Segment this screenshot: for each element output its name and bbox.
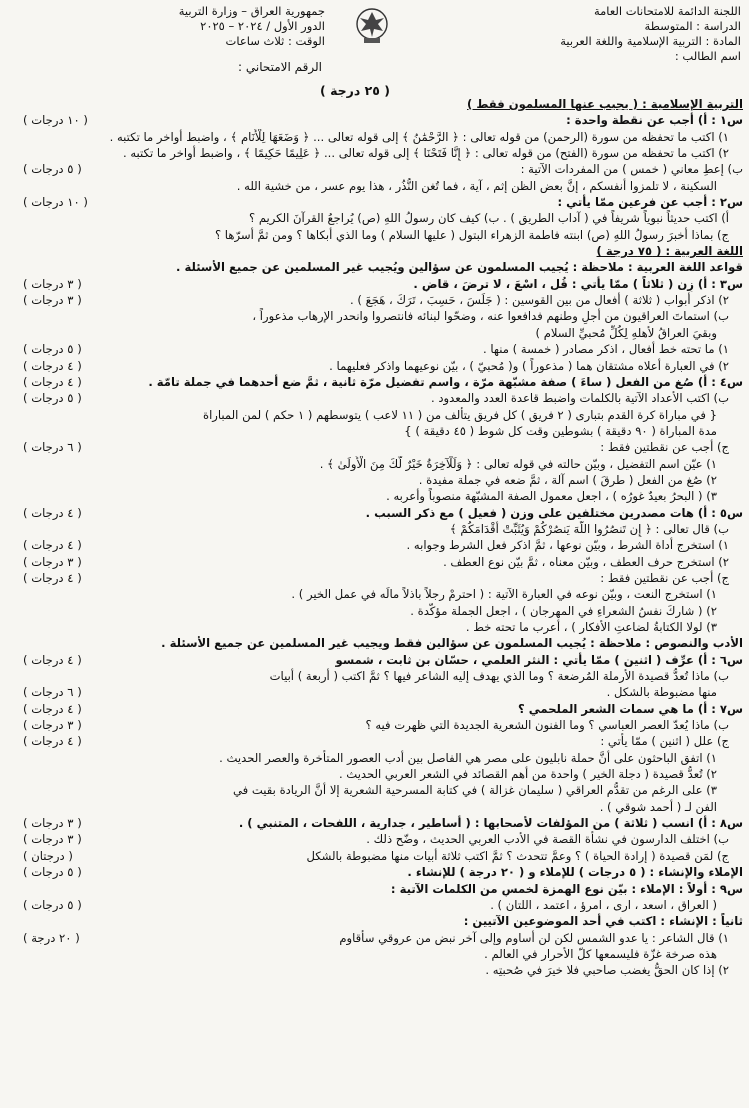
marks-label: ( ٤ درجات ) [23, 358, 82, 373]
question-line [23, 652, 743, 668]
marks-label: ( ٤ درجات ) [23, 374, 82, 389]
question-line [23, 308, 743, 324]
question-line [23, 864, 743, 880]
question-text: س٧ : أ) ما هي سمات الشعر الملحمي ؟ [517, 701, 743, 716]
marks-label: ( ٣ درجات ) [23, 276, 82, 291]
marks-label: ( ٤ درجات ) [23, 505, 82, 520]
question-text: ( العراق ، اسعد ، ارى ، امرؤ ، اعتمد ، اللتان ) . [490, 897, 717, 912]
question-line [23, 521, 743, 537]
question-text: ب) استماتَ العراقيون من أجلِ وطنهم فدافعوا عنه ، وضحّوا لبنائه فانتصروا وانحدر الإرهاب مذعوراً ، [252, 309, 729, 324]
exam-round: الدور الأول / ٢٠٢٤ – ٢٠٢٥ [200, 19, 325, 33]
question-text: منها مضبوطة بالشكل . [606, 685, 717, 700]
question-line [23, 962, 743, 978]
marks-label: ( ٤ درجات ) [23, 538, 82, 553]
question-line [23, 881, 743, 897]
question-text: س٩ : أولاً : الإملاء : بيّن نوع الهمزة لخمسٍ من الكلمات الآتية : [390, 881, 743, 896]
question-text: وبقيَ العراقُ لأهلهِ لِكُلِّ مُحبيِّ السلام ) [535, 325, 717, 340]
question-line [23, 390, 743, 406]
question-text: س١ : أ) أجب عن نقطة واحدة : [566, 113, 743, 128]
question-text: ٢) اكتب ما تحفظه من سورة (الفتح) من قوله تعالى : ﴿ إِنَّا فَتَحْنَا ﴾ إلى قوله تعالى ... ﴿ عَلِيمًا حَكِيمًا ﴾ ، واضبط أواخر ما تكتبه . [122, 146, 729, 161]
question-line [23, 946, 743, 962]
question-line [23, 635, 743, 651]
question-text: ٢) اذكر أبواب ( ثلاثة ) أفعال من بين القوسين : ( جَلَسَ ، حَسِبَ ، تَرَكَ ، هَجَعَ ) . [349, 293, 729, 308]
header-right [441, 4, 741, 64]
question-line [23, 684, 743, 700]
question-text: اللغة العربية : ( ٧٥ درجة ) [596, 244, 743, 259]
marks-label: ( ٦ درجات ) [23, 685, 82, 700]
marks-label: ( ٤ درجات ) [23, 734, 82, 749]
question-text: ١) اتفق الباحثون على أنَّ حملة نابليون على مصر هي الفاصل بين أدب العصور المتأخرة والعصر الحديث . [219, 750, 717, 765]
question-line [23, 799, 743, 815]
question-text: ٢) استخرج حرف العطف ، وبيّن معناه ، ثمَّ بيّن نوع العطف . [443, 554, 729, 569]
question-text: س٤ : أ) صُغ من الفعل ( ساءَ ) صفة مشبّهة مرّة ، واسم تفضيل مرّة ثانية ، ثمَّ ضع أحدهما في جملة تامّة . [148, 374, 743, 389]
question-text: ١) اكتب ما تحفظه من سورة (الرحمن) من قوله تعالى : ﴿ الرَّحْمَٰنُ ﴾ إلى قوله تعالى ... ﴿ وَضَعَهَا لِلْأَنَامِ ﴾ ، واضبط أواخر ما تكتبه . [109, 129, 729, 144]
question-line [23, 586, 743, 602]
ministry-name: جمهورية العراق – وزارة التربية [178, 4, 325, 18]
question-line [23, 488, 743, 504]
question-text: ٣) ( البحرُ بعيدٌ غورُه ) ، اجعل معمول الصفة المشبّهة منصوباً وأعربه . [386, 489, 717, 504]
marks-label: ( ٣ درجات ) [23, 832, 82, 847]
question-text: التربية الإسلامية : ( يجيب عنها المسلمون فقط ) [467, 97, 743, 111]
question-text: س٥ : أ) هات مصدرين مختلفين على وزن ( فعيل ) مع ذكر السبب . [365, 505, 743, 520]
question-line [23, 423, 743, 439]
marks-label: ( ٣ درجات ) [23, 816, 82, 831]
question-line [23, 831, 743, 847]
question-line [23, 766, 743, 782]
question-line [23, 619, 743, 635]
marks-label: ( ٣ درجات ) [23, 293, 82, 308]
question-line [23, 570, 743, 586]
question-line [23, 439, 743, 455]
question-line [23, 194, 743, 210]
question-text: ب) اكتب الأعداد الآتية بالكلمات واضبط قاعدة العدد والمعدود . [430, 391, 729, 406]
question-line [23, 537, 743, 553]
marks-label: ( ٥ درجات ) [23, 865, 82, 880]
question-line [23, 456, 743, 472]
question-line [23, 259, 743, 275]
marks-label: ( ١٠ درجات ) [23, 113, 88, 128]
exam-number-label: الرقم الامتحاني : [238, 60, 322, 74]
question-text: ب) إعطِ معاني ( خمس ) من المفردات الآتية : [520, 162, 743, 177]
question-line [23, 717, 743, 733]
question-text: { في مباراة كرة القدم بتبارى ( ٢ فريق ) كل فريق يتألف من ( ١١ لاعب ) يتوسطهم ( ١ حكم ) لمن المباراة [203, 407, 717, 422]
question-line [23, 292, 743, 308]
question-text: ج) أجب عن نقطتين فقط : [600, 440, 729, 455]
question-line [23, 129, 743, 145]
question-line [23, 554, 743, 570]
study-level: الدراسة : المتوسطة [644, 19, 741, 33]
question-line [23, 668, 743, 684]
question-line [23, 358, 743, 374]
question-text: مدة المباراة ( ٩٠ دقيقة ) بشوطين وقت كل شوط ( ٤٥ دقيقة ) } [404, 423, 717, 438]
question-line [23, 472, 743, 488]
question-text: ١) ما تحته خط أفعال ، اذكر مصادر ( خمسة ) منها . [483, 342, 729, 357]
question-line [23, 603, 743, 619]
marks-label: ( ٤ درجات ) [23, 701, 82, 716]
question-line [23, 897, 743, 913]
student-name-label: اسم الطالب : [674, 49, 741, 63]
subject: المادة : التربية الإسلامية واللغة العربية [560, 34, 741, 48]
marks-label: ( ٦ درجات ) [23, 440, 82, 455]
question-text: هذه صرخة غزّة فليسمعها كلّ الأحرار في العالم . [484, 946, 717, 961]
question-text: ٣) لولا الكتابةُ لضاعتِ الأفكار ) ، أعرب ما تحته خط . [465, 620, 717, 634]
question-text: ب) ماذا يُعدّ العصر العباسي ؟ وما الفنون الشعرية الجديدة التي ظهرت فيه ؟ [365, 718, 729, 733]
question-text: ٢) في العبارة أعلاه مشتقان هما ( مذعوراً ) و( مُحبيّ ) ، بيّن نوعيهما واذكر فعليهما . [329, 358, 729, 373]
marks-label: ( ٥ درجات ) [23, 342, 82, 357]
question-text: ثانياً : الإنشاء : اكتب في أحد الموضوعين الآتيين : [463, 914, 743, 929]
marks-label: ( ٤ درجات ) [23, 570, 82, 585]
question-text: ب) قال تعالى : ﴿ إِن تَنصُرُوا اللَّهَ يَنصُرْكُمْ وَيُثَبِّتْ أَقْدَامَكُمْ ﴾ [449, 521, 729, 536]
question-line [23, 505, 743, 521]
question-line [23, 178, 743, 194]
question-text: ١) قال الشاعر : يا عدو الشمس لكن لن أساوم وإلى آخر نبض من عروقي سأقاوم [339, 930, 729, 945]
question-line [23, 815, 743, 831]
question-line [23, 227, 743, 243]
question-line [23, 848, 743, 864]
question-line [23, 243, 743, 259]
islamic-total: ( ٢٥ درجة ) [320, 83, 390, 98]
question-text: ٣) على الرغم من تقدُّم العراقي ( سليمان غزالة ) في كتابة المسرحية الشعرية إلا أنَّ الريادة بقيت في [233, 783, 717, 798]
question-text: الأدب والنصوص : ملاحظة : يُجيب المسلمون عن سؤالين فقط ويجيب غير المسلمين عن جميع الأسئلة . [161, 636, 743, 651]
question-text: ٢) صُغ من الفعل ( طرقَ ) اسم آلة ، ثمَّ ضعه في جملة مفيدة . [418, 472, 717, 487]
question-line [23, 407, 743, 423]
question-text: ب) اختلف الدارسون في نشأة القصة في الأدب العربي الحديث ، وضّح ذلك . [366, 832, 729, 847]
exam-time: الوقت : ثلاث ساعات [225, 34, 325, 48]
question-text: ٢) ( شاركَ نفسُ الشعراءِ في المهرجان ) ، اجعل الجملة مؤكّدة . [410, 603, 717, 618]
question-line [23, 145, 743, 161]
question-text: س٨ : أ) انسب ( ثلاثة ) من المؤلفات لأصحابها : ( أساطير ، جدارية ، اللفحات ، المتنبي ) . [238, 816, 743, 831]
marks-label: ( درجتان ) [23, 848, 73, 863]
question-text: ج) لمَن قصيدة ( إرادة الحياة ) ؟ وعمَّ تتحدث ؟ ثمَّ اكتب ثلاثة أبيات منها مضبوطة بالشكل [306, 848, 729, 863]
question-line [23, 276, 743, 292]
question-text: الفن لـ ( أحمد شوقي ) . [599, 799, 717, 814]
exam-questions [23, 96, 743, 979]
question-line [23, 112, 743, 128]
marks-label: ( ٤ درجات ) [23, 652, 82, 667]
question-line [23, 161, 743, 177]
question-line [23, 325, 743, 341]
question-text: ١) عيّن اسم التفضيل ، وبيّن حالته في قوله تعالى : ﴿ وَلَلْآخِرَةُ خَيْرٌ لَّكَ مِنَ الْأُولَىٰ ﴾ . [319, 456, 717, 471]
question-line [23, 750, 743, 766]
question-text: ١) استخرج أداة الشرط ، وبيّن نوعها ، ثمَّ اذكر فعل الشرط وجوابه . [406, 538, 729, 553]
marks-label: ( ٥ درجات ) [23, 391, 82, 406]
question-text: الإملاء والإنشاء : ( ٥ درجات ) للإملاء و ( ٢٠ درجة ) للإنشاء . [407, 865, 743, 880]
marks-label: ( ٣ درجات ) [23, 554, 82, 569]
question-text: س٢ : أجب عن فرعين ممّا يأتي : [557, 195, 743, 210]
question-line [23, 782, 743, 798]
question-text: ج) علل ( اثنين ) ممّا يأتي : [600, 734, 729, 749]
marks-label: ( ٣ درجات ) [23, 718, 82, 733]
question-line [23, 913, 743, 929]
question-text: ٢) إذا كان الحقُّ يغضب صاحبي فلا خيرَ في صُحبتِه . [485, 963, 729, 978]
question-line [23, 341, 743, 357]
question-line [23, 96, 743, 112]
question-text: السكينة ، لا تلمزوا أنفسكم ، إنَّ بعض الظن إثم ، آية ، فما تُغنِ النُّذُر ، هذا يوم عسر ، من خشية الله . [236, 178, 717, 193]
question-text: ج) بماذا أخبرَ رسولُ اللهِ (ص) ابنته فاطمة الزهراء البتول ( عليها السلام ) وما الذي أبكاها ؟ ومن ثمَّ أسرّها ؟ [214, 227, 729, 242]
question-line [23, 210, 743, 226]
question-line [23, 930, 743, 946]
question-text: أ) اكتب حديثاً نبوياً شريفاً في ( آداب الطريق ) . ب) كيف كان رسولُ اللهِ (ص) يُراجعُ القرآنَ الكريم ؟ [248, 211, 729, 226]
marks-label: ( ٥ درجات ) [23, 897, 82, 912]
question-line [23, 733, 743, 749]
question-text: س٦ : أ) عرِّف ( اثنين ) ممّا يأتي : النثر العلمي ، حسّان بن ثابت ، شمسو [335, 652, 743, 667]
question-text: س٣ : أ) زِن ( ثلاثاً ) ممّا يأتي : قُل ، اسْعَ ، لا ترضَ ، قاضٍ . [413, 276, 743, 291]
iraq-emblem-icon [350, 4, 394, 46]
question-line [23, 374, 743, 390]
question-text: ج) أجب عن نقطتين فقط : [600, 570, 729, 585]
header-left [95, 4, 325, 49]
question-text: قواعد اللغة العربية : ملاحظة : يُجيب المسلمون عن سؤالين ويُجيب غير المسلمين عن جميع الأسئلة . [176, 260, 743, 275]
question-line [23, 701, 743, 717]
question-text: ١) استخرج النعت ، وبيّن نوعه في العبارة الآتية : ( احترمْ رجلاً باذلاً مالَه في عمل الخير ) . [291, 587, 717, 602]
marks-label: ( ١٠ درجات ) [23, 195, 88, 210]
question-text: ٢) تُعدُّ قصيدة ( دجلة الخير ) واحدة من أهم القصائد في الشعر العربي الحديث . [338, 767, 717, 782]
marks-label: ( ٢٠ درجة ) [23, 930, 80, 945]
committee-name: اللجنة الدائمة للامتحانات العامة [593, 4, 741, 18]
marks-label: ( ٥ درجات ) [23, 162, 82, 177]
question-text: ب) ماذا تُعدُّ قصيدة الأرملة المُرضعة ؟ وما الذي يهدف إليه الشاعر فيها ؟ ثمَّ اكتب ( أربعة ) أبيات [269, 669, 729, 684]
